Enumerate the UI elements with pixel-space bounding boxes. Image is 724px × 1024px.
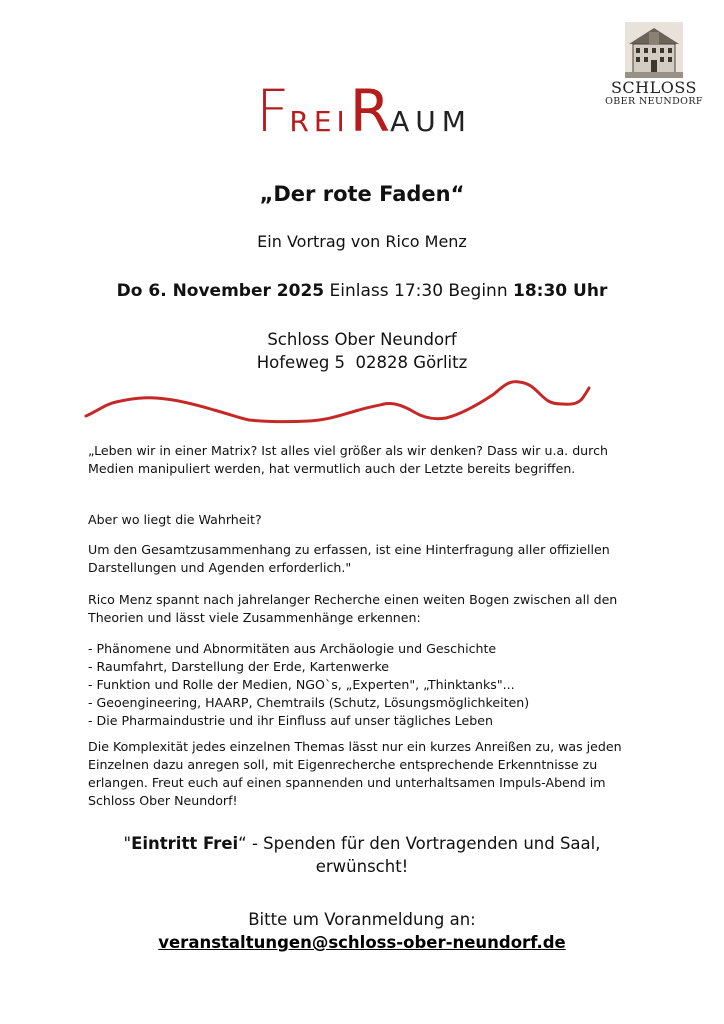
logo-text-rei: REI [289,105,350,138]
list-item: - Die Pharmaindustrie und ihr Einfluss auf unser tägliches Leben [88,713,493,728]
logo-letter-r: R [349,77,391,145]
event-beginn-time: 18:30 Uhr [513,281,608,301]
red-thread-line [84,374,594,424]
speaker-text: Rico Menz spannt nach jahrelanger Recherche einen weiten Bogen zwischen all den Theorien und lässt viele Zusammenhänge erkennen: [88,592,618,625]
freiraum-logo [256,77,472,146]
admission-donation: “ - Spenden für den Vortragenden und Saal, [238,834,601,853]
context-text: Um den Gesamtzusammenhang zu erfassen, ist eine Hinterfragung aller offiziellen Darstellungen und Agenden erforderlich." [88,542,610,575]
admission-free: Eintritt Frei [131,834,239,853]
list-item: - Funktion und Rolle der Medien, NGO`s, „Experten", „Thinktanks"... [88,677,515,692]
venue-address: Hofeweg 5 02828 Görlitz [256,353,468,372]
closing-text: Die Komplexität jedes einzelnen Themas lässt nur ein kurzes Anreißen zu, was jeden Einzelnen dazu anregen soll, mit Eigenrecherche entsprechende Erkenntnisse zu erlangen. Freut euch auf einen spannenden und unterhaltsamen Impuls-Abend im Schloss Ober Neundorf! [88,739,622,808]
event-title: „Der rote Faden“ [259,182,465,206]
question-text: Aber wo liegt die Wahrheit? [88,512,262,527]
intro-text: „Leben wir in einer Matrix? Ist alles viel größer als wir denken? Dass wir u.a. durch Medien manipuliert werden, hat vermutlich auch der Letzte bereits begriffen. [88,443,608,476]
admission-line2: erwünscht! [315,857,409,876]
topic-list [88,640,648,730]
logo-text-aum: AUM [390,105,472,138]
venue-name: Schloss Ober Neundorf [267,330,457,349]
schloss-seal [600,22,708,108]
closing-paragraph [88,738,648,810]
event-einlass: Einlass 17:30 Beginn [324,281,514,301]
registration-email-link[interactable]: veranstaltungen@schloss-ober-neundorf.de [158,933,566,952]
admission-quote: " [123,834,132,853]
castle-icon [625,22,683,78]
seal-title: SCHLOSS [610,78,698,97]
event-date: Do 6. November 2025 [116,281,325,301]
seal-subtitle: OBER NEUNDORF [605,96,703,107]
event-date-line [0,281,724,301]
speaker-paragraph [88,591,648,627]
context-paragraph [88,541,648,577]
venue-block [0,328,724,374]
logo-letter-f: F [256,77,290,145]
list-item: - Geoengineering, HAARP, Chemtrails (Schutz, Lösungsmöglichkeiten) [88,695,530,710]
registration-note: Bitte um Voranmeldung an: [248,910,476,929]
list-item: - Raumfahrt, Darstellung der Erde, Kartenwerke [88,659,390,674]
intro-paragraph [88,442,648,478]
admission-note [0,832,724,878]
event-subtitle: Ein Vortrag von Rico Menz [257,232,467,251]
list-item: - Phänomene und Abnormitäten aus Archäologie und Geschichte [88,641,497,656]
question-paragraph [88,511,648,529]
